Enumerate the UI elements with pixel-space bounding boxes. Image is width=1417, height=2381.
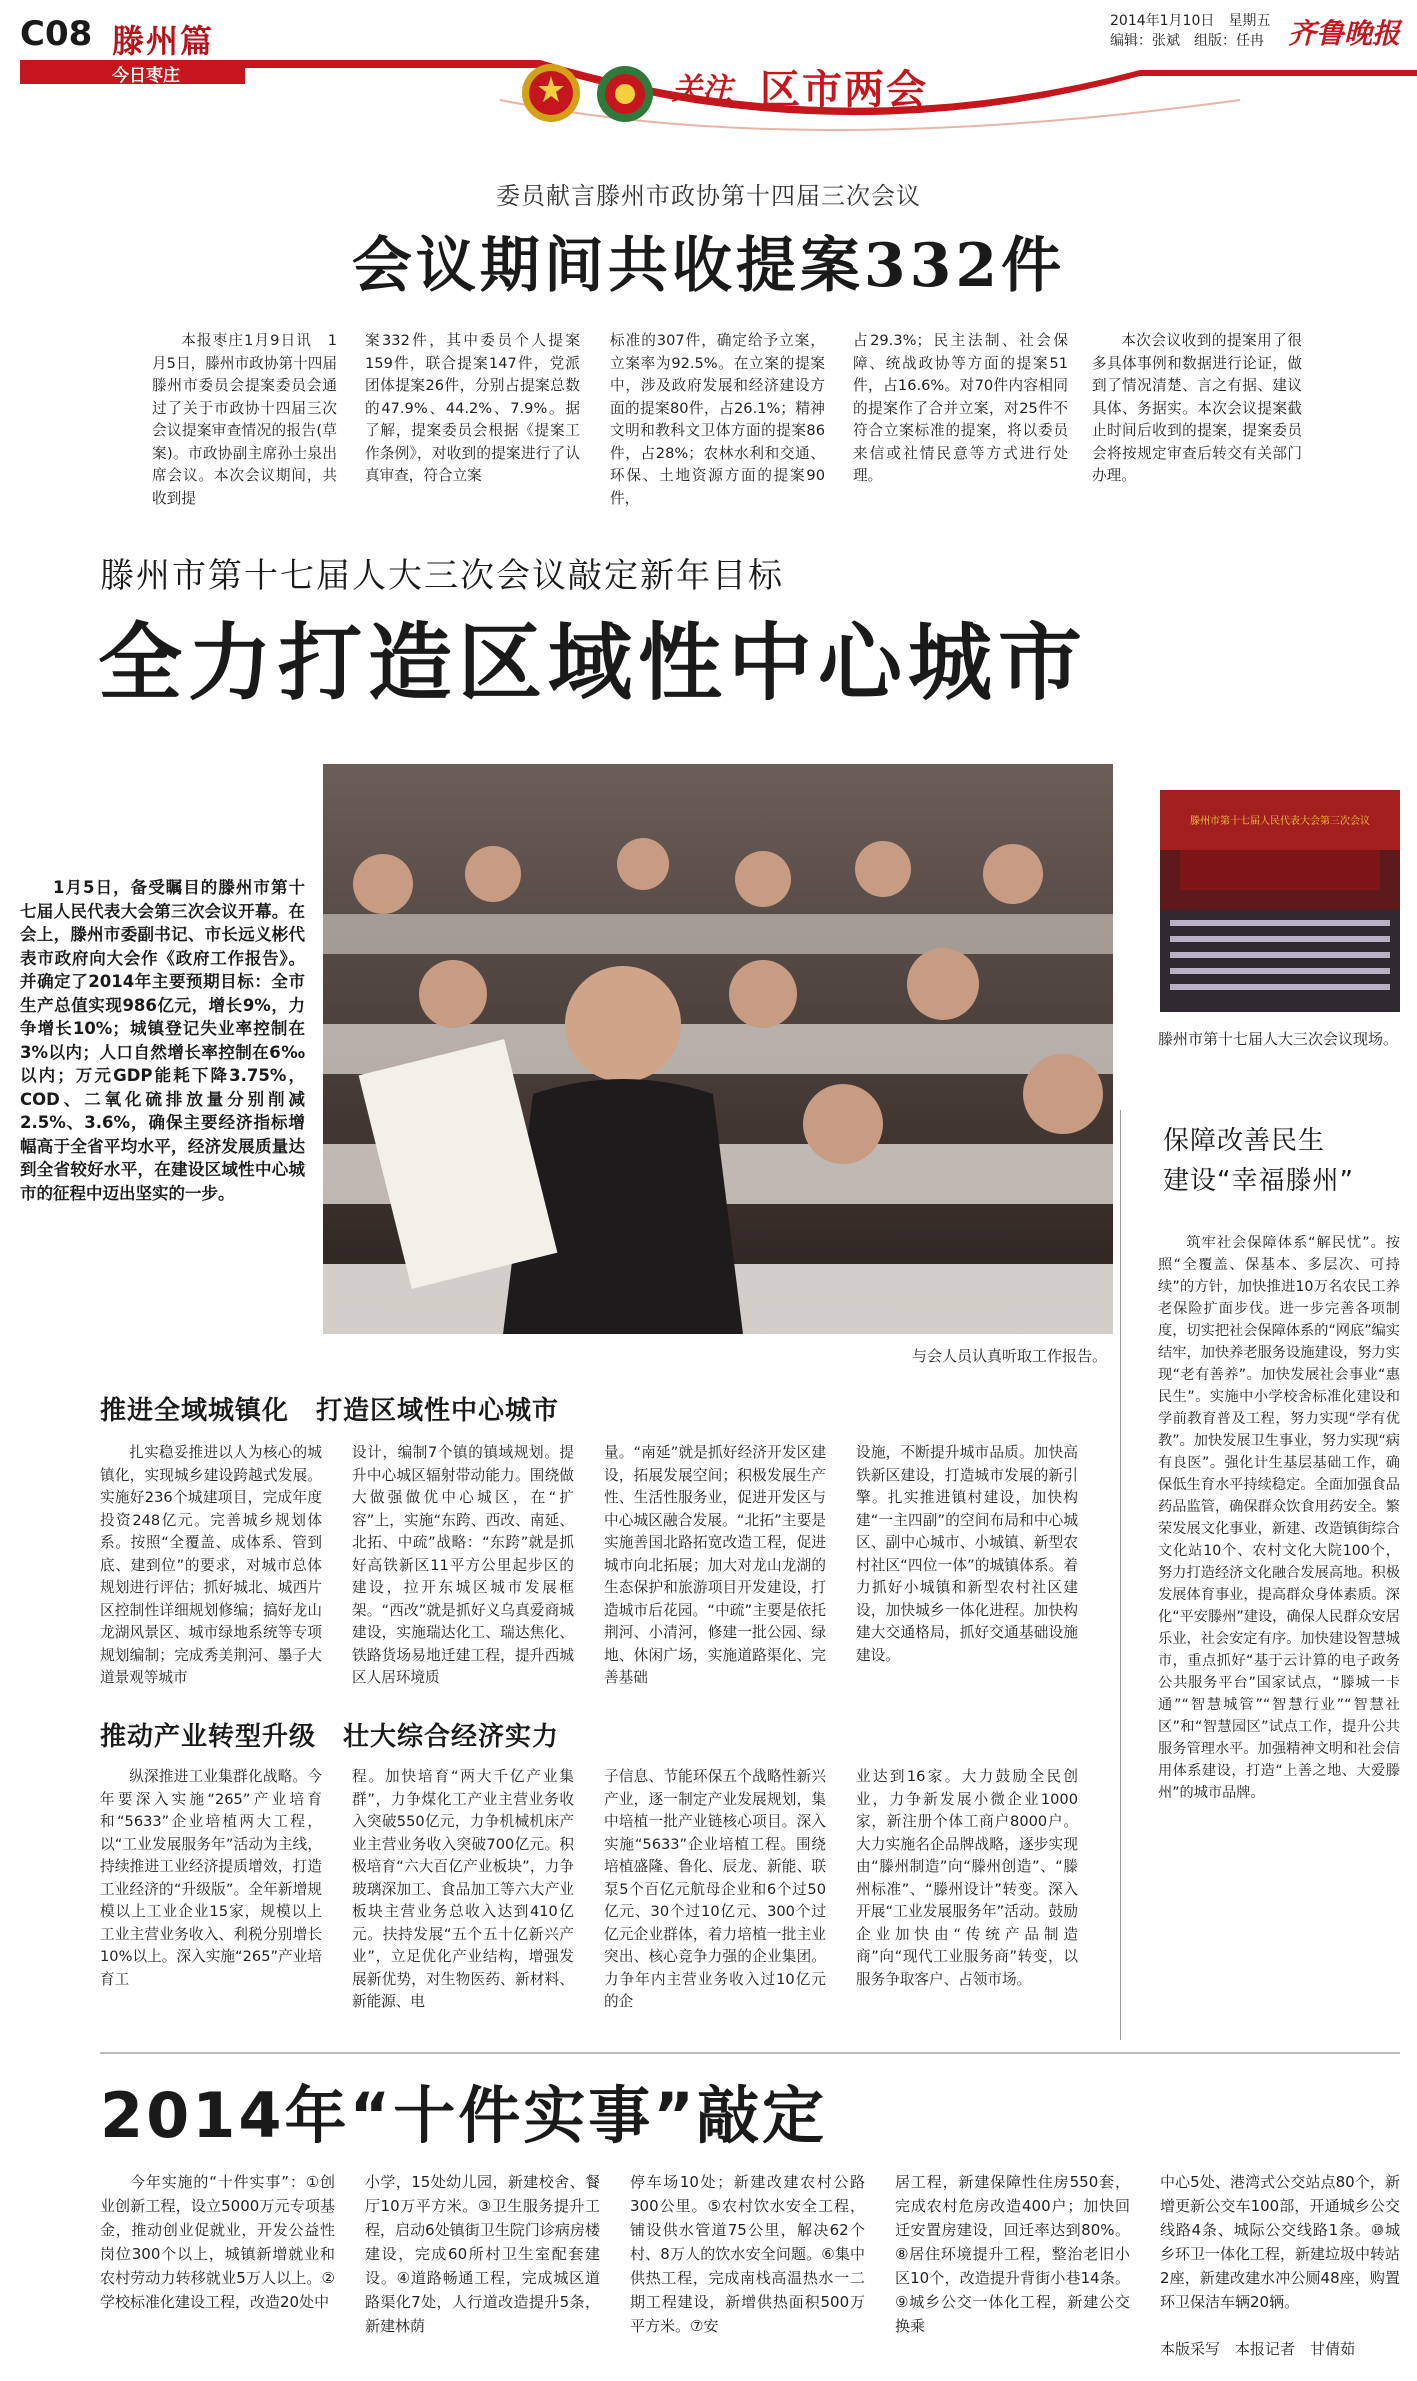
page-number: C08 — [20, 14, 93, 54]
story3-col-3: 停车场10处；新建改建农村公路300公里。⑤农村饮水安全工程，铺设供水管道75公里，解决62个村、8万人的饮水安全问题。⑥集中供热工程，完成南栈高温热水一二期工程建设，新增供热面积500万平方米。⑦安 — [630, 2173, 865, 2335]
story3-headline: 2014年“十件实事”敲定 — [100, 2079, 828, 2152]
story2-kicker: 滕州市第十七届人大三次会议敲定新年目标 — [100, 556, 784, 596]
story3-col-1: 今年实施的“十件实事”：①创业创新工程，设立5000万元专项基金，推动创业促就业，开发公益性岗位300个以上，城镇新增就业和农村劳动力转移就业5万人以上。②学校标准化建设工程，改造20处中 — [100, 2173, 335, 2311]
focus-tag: 关注 — [672, 72, 732, 107]
story1-col-4: 占29.3%；民主法制、社会保障、统战政协等方面的提案51件，占16.6%。对70件内容相同的提案作了合并立案，对25件不符合立案标准的提案，将以委员来信或社情民意等方式进行处理。 — [853, 332, 1068, 484]
story2-sub2-col-b: 程。加快培育“两大千亿产业集群”，力争煤化工产业主营业务收入突破550亿元，力争机械机床产业主营业务收入突破700亿元。积极培育“六大百亿产业板块”，力争玻璃深加工、食品加工等六大产业板块主营业务总收入达到410亿元。扶持发展“五个五十亿新兴产业”，立足优化产业结构，增强发展新优势，对生物医药、新材料、新能源、电 — [352, 1768, 574, 2010]
main-photo — [323, 764, 1113, 1334]
story2-sub1-col-b: 设计，编制7个镇的镇域规划。提升中心城区辐射带动能力。围绕做大做强做优中心城区，在“扩容”上，实施“东跨、西改、南延、北拓、中疏”战略：“东跨”就是抓好高铁新区11平方公里起步区的建设，拉开东城区城市发展框架。“西改”就是抓好义乌真爱商城建设，实施瑞达化工、瑞达焦化、铁路货场易地迁建工程，提升西城区人居环境质 — [352, 1444, 574, 1686]
story3-col-2: 小学，15处幼儿园，新建校舍、餐厅10万平方米。③卫生服务提升工程，启动6处镇街卫生院门诊病房楼建设，完成60所村卫生室配套建设。④道路畅通工程，完成城区道路渠化7处，人行道改造提升5条，新建林荫 — [365, 2173, 600, 2335]
masthead — [0, 0, 1417, 140]
sidebar-text: 筑牢社会保障体系“解民忧”。按照“全覆盖、保基本、多层次、可持续”的方针，加快推进10万名农民工养老保险扩面步伐。进一步完善各项制度，切实把社会保障体系的“网底”编实结牢，加快养老服务设施建设，努力实现“老有善养”。加快发展社会事业“惠民生”。实施中小学校舍标准化建设和学前教育普及工程，努力实现“学有优教”。加快发展卫生事业，努力实现“病有良医”。强化计生基层基础工作，确保低生育水平持续稳定。全面加强食品药品监管，确保群众饮食用药安全。繁荣发展文化事业，新建、改造镇街综合文化站10个、农村文化大院100个，努力打造经济文化融合发展高地。积极发展体育事业，提高群众身体素质。深化“平安滕州”建设，确保人民群众安居乐业，社会安定有序。加快建设智慧城市，重点抓好“基于云计算的电子政务公共服务平台”国家试点，“滕城一卡通”“智慧城管”“智慧行业”“智慧社区”和“智慧园区”试点工作，提升公共服务管理水平。加强精神文明和社会信用体系建设，打造“上善之地、大爱滕州”的城市品牌。 — [1158, 1235, 1400, 1801]
editor-line: 编辑：张斌 组版：任冉 — [1110, 33, 1264, 49]
story2-headline: 全力打造区域性中心城市 — [98, 614, 1089, 712]
banner-title: 区市两会 — [760, 67, 928, 113]
section-name: 滕州篇 — [112, 22, 215, 60]
subsection-label: 今日枣庄 — [112, 66, 180, 86]
story2-sub1-col-a: 扎实稳妥推进以人为核心的城镇化，实现城乡建设跨越式发展。实施好236个城建项目，完成年度投资248亿元。完善城乡规划体系。按照“全覆盖、成体系、管到底、建到位”的要求，对城市总体规划进行评估；抓好城北、城西片区控制性详细规划修编；搞好龙山龙湖风景区、城市绿地系统等专项规划编制；完成秀美荆河、墨子大道景观等城市 — [100, 1444, 322, 1686]
story1-col-2: 案332件，其中委员个人提案159件，联合提案147件，党派团体提案26件，分别占提案总数的47.9%、44.2%、7.9%。据了解，提案委员会根据《提案工作条例》，对收到的提案进行了认真审查，符合立案 — [365, 332, 580, 484]
inset-photo-caption: 滕州市第十七届人大三次会议现场。 — [1158, 1030, 1399, 1048]
sidebar-title-1: 保障改善民生 — [1163, 1126, 1326, 1156]
national-emblem-icon — [520, 62, 582, 124]
section-divider — [100, 2052, 1400, 2054]
inset-banner-text: 滕州市第十七届人民代表大会第三次会议 — [1190, 816, 1370, 827]
story3-col-5: 中心5处、港湾式公交站点80个，新增更新公交车100部，开通城乡公交线路4条、城际公交线路1条。⑩城乡环卫一体化工程，新建垃圾中转站2座，新建改建水冲公厕48座，购置环卫保洁车辆20辆。 — [1160, 2173, 1401, 2311]
sidebar-divider — [1120, 1110, 1121, 2040]
story2-subhead-2: 推动产业转型升级 壮大综合经济实力 — [100, 1722, 560, 1752]
main-photo-caption: 与会人员认真听取工作报告。 — [912, 1347, 1108, 1365]
story1-col-5: 本次会议收到的提案用了很多具体事例和数据进行论证，做到了情况清楚、言之有据、建议具体、务据实。本次会议提案截止时间后收到的提案，提案委员会将按规定审查后转交有关部门办理。 — [1092, 332, 1302, 484]
story2-subhead-1: 推进全域城镇化 打造区域性中心城市 — [100, 1396, 560, 1426]
story2-sub2-col-d: 业达到16家。大力鼓励全民创业，力争新发展小微企业1000家，新注册个体工商户8000户。大力实施名企品牌战略，逐步实现由“滕州制造”向“滕州创造”、“滕州标准”、“滕州设计”转变。深入开展“工业发展服务年”活动。鼓励企业加快由“传统产品制造商”向“现代工业服务商”转变，以服务争取客户、占领市场。 — [856, 1768, 1078, 1988]
story2-sub2-col-c: 子信息、节能环保五个战略性新兴产业，逐一制定产业发展规划，集中培植一批产业链核心项目。深入实施“5633”企业培植工程。围绕培植盛隆、鲁化、辰龙、新能、联泵5个百亿元航母企业和6个过50亿元、30个过10亿元、300个过亿元企业群体，着力培植一批主业突出、核心竞争力强的企业集团。力争年内主营业务收入过10亿元的企 — [604, 1768, 826, 2010]
date-line: 2014年1月10日 星期五 — [1110, 13, 1271, 29]
story1-kicker: 委员献言滕州市政协第十四届三次会议 — [496, 182, 921, 210]
story1-col-3: 标准的307件，确定给予立案，立案率为92.5%。在立案的提案中，涉及政府发展和经济建设方面的提案80件，占26.1%；精神文明和教科文卫体方面的提案86件，占28%；农林水利和交通、环保、土地资源方面的提案90件， — [610, 332, 825, 507]
byline: 本版采写 本报记者 甘倩茹 — [1160, 2340, 1356, 2358]
inset-photo — [1160, 790, 1400, 1012]
story2-sub2-col-a: 纵深推进工业集群化战略。今年要深入实施“265”产业培育和“5633”企业培植两大工程，以“工业发展服务年”活动为主线，持续推进工业经济提质增效，打造工业经济的“升级版”。全年新增规模以上工业企业15家，规模以上工业主营业务收入、利税分别增长10%以上。深入实施“265”产业培育工 — [100, 1768, 322, 1988]
sidebar-title-2: 建设“幸福滕州” — [1163, 1166, 1354, 1196]
paper-logo: 齐鲁晚报 — [1288, 17, 1401, 50]
story1-col-1: 本报枣庄1月9日讯 1月5日，滕州市政协第十四届滕州市委员会提案委员会通过了关于市政协十四届三次会议提案审查情况的报告(草案)。市政协副主席孙士泉出席会议。本次会议期间，共收到提 — [152, 332, 337, 507]
cppcc-emblem-icon — [595, 64, 655, 124]
story1-headline: 会议期间共收提案332件 — [351, 231, 1066, 301]
story2-lead: 1月5日，备受瞩目的滕州市第十七届人民代表大会第三次会议开幕。在会上，滕州市委副书记、市长远义彬代表市政府向大会作《政府工作报告》。并确定了2014年主要预期目标：全市生产总值实现986亿元，增长9%，力争增长10%；城镇登记失业率控制在3%以内；人口自然增长率控制在6‰以内；万元GDP能耗下降3.75%，COD、二氧化硫排放量分别削减2.5%、3.6%，确保主要经济指标增幅高于全省平均水平，经济发展质量达到全省较好水平，在建设区域性中心城市的征程中迈出坚实的一步。 — [20, 878, 305, 1203]
story3-col-4: 居工程，新建保障性住房550套，完成农村危房改造400户；加快回迁安置房建设，回迁率达到80%。⑧居住环境提升工程，整治老旧小区10个，改造提升背街小巷14条。⑨城乡公交一体化工程，新建公交换乘 — [895, 2173, 1130, 2335]
story2-sub1-col-c: 量。“南延”就是抓好经济开发区建设，拓展发展空间；积极发展生产性、生活性服务业，促进开发区与中心城区融合发展。“北拓”主要是实施善国北路拓宽改造工程，促进城市向北拓展；加大对龙山龙湖的生态保护和旅游项目开发建设，打造城市后花园。“中疏”主要是依托荆河、小清河，修建一批公园、绿地、休闲广场，实施道路渠化、完善基础 — [604, 1444, 826, 1686]
story2-sub1-col-d: 设施，不断提升城市品质。加快高铁新区建设，打造城市发展的新引擎。扎实推进镇村建设，加快构建“一主四副”的空间布局和中心城区、副中心城市、小城镇、新型农村社区“四位一体”的城镇体系。着力抓好小城镇和新型农村社区建设，加快城乡一体化进程。加快构建大交通格局，抓好交通基础设施建设。 — [856, 1444, 1078, 1664]
